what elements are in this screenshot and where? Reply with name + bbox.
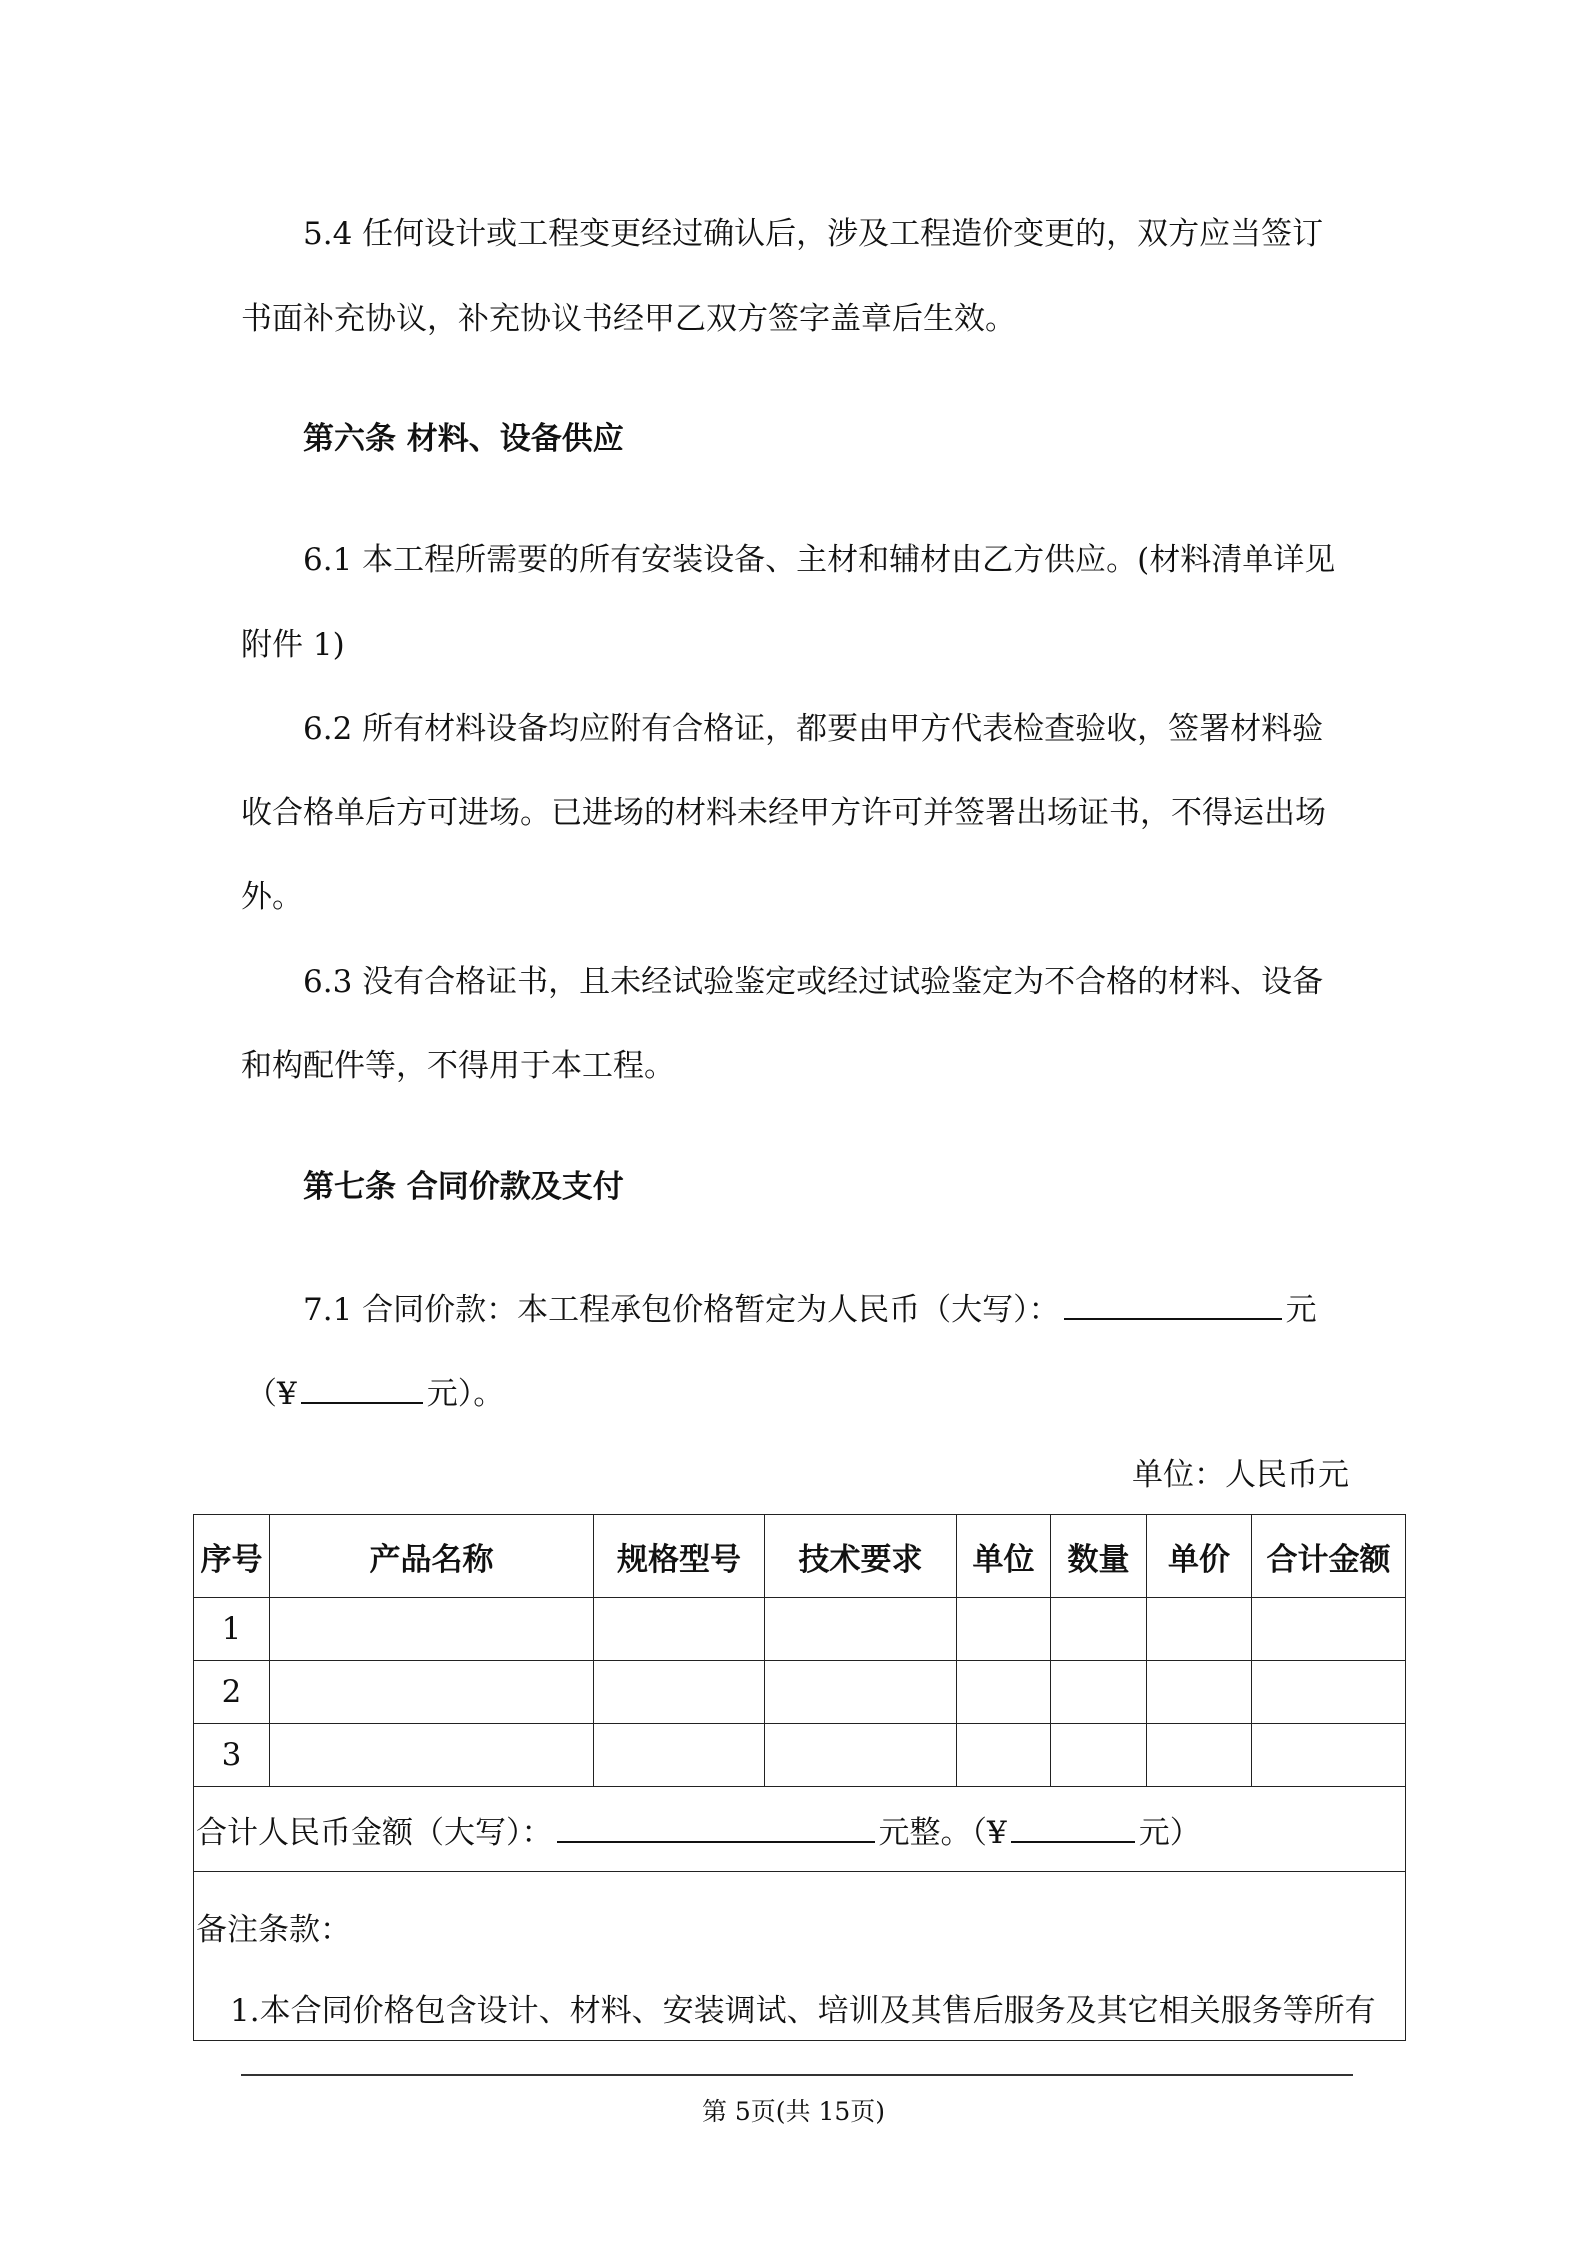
clause-6-1-line-1: 6.1 本工程所需要的所有安装设备、主材和辅材由乙方供应。(材料清单详见 xyxy=(303,542,1336,578)
article-7-heading: 第七条 合同价款及支付 xyxy=(303,1169,624,1205)
clause-7-1-unit: 元 xyxy=(1285,1292,1317,1328)
row-index: 1 xyxy=(194,1598,270,1661)
col-header-total-amount: 合计金额 xyxy=(1252,1515,1406,1598)
sum-figure-blank[interactable] xyxy=(1011,1811,1135,1843)
cell-unit-price[interactable] xyxy=(1147,1661,1252,1724)
cell-total-amount[interactable] xyxy=(1252,1598,1406,1661)
clause-6-3-line-2: 和构配件等，不得用于本工程。 xyxy=(241,1048,675,1084)
cell-unit-price[interactable] xyxy=(1147,1724,1252,1787)
row-index: 2 xyxy=(194,1661,270,1724)
cell-product-name[interactable] xyxy=(270,1598,594,1661)
cell-spec-model[interactable] xyxy=(594,1724,765,1787)
clause-6-3-line-1: 6.3 没有合格证书，且未经试验鉴定或经过试验鉴定为不合格的材料、设备 xyxy=(303,964,1324,1000)
col-header-unit: 单位 xyxy=(957,1515,1051,1598)
sum-suffix: 元） xyxy=(1138,1814,1201,1851)
cell-total-amount[interactable] xyxy=(1252,1661,1406,1724)
cell-unit[interactable] xyxy=(957,1598,1051,1661)
col-header-unit-price: 单价 xyxy=(1147,1515,1252,1598)
note-line-1: 1.本合同价格包含设计、材料、安装调试、培训及其售后服务及其它相关服务等所有 xyxy=(230,1993,1376,2029)
clause-6-1-line-2: 附件 1) xyxy=(241,627,345,663)
clause-5-4-line-2: 书面补充协议，补充协议书经甲乙双方签字盖章后生效。 xyxy=(241,301,1016,337)
clause-5-4-line-1: 5.4 任何设计或工程变更经过确认后，涉及工程造价变更的，双方应当签订 xyxy=(303,216,1324,252)
table-header-row xyxy=(194,1515,1406,1598)
sum-cell xyxy=(194,1787,1406,1872)
cell-tech-requirements[interactable] xyxy=(765,1661,957,1724)
article-6-heading: 第六条 材料、设备供应 xyxy=(303,421,624,457)
clause-7-1-text: 7.1 合同价款：本工程承包价格暂定为人民币（大写）： xyxy=(303,1292,1060,1328)
col-header-product-name: 产品名称 xyxy=(270,1515,594,1598)
row-index: 3 xyxy=(194,1724,270,1787)
col-header-spec-model: 规格型号 xyxy=(594,1515,765,1598)
price-table xyxy=(193,1514,1406,2041)
cell-spec-model[interactable] xyxy=(594,1598,765,1661)
clause-7-1-line-2-suffix: 元）。 xyxy=(426,1376,505,1412)
clause-6-2-line-3: 外。 xyxy=(241,879,303,915)
cell-product-name[interactable] xyxy=(270,1724,594,1787)
unit-label: 单位：人民币元 xyxy=(1132,1457,1349,1493)
note-row xyxy=(194,1872,1406,2041)
cell-product-name[interactable] xyxy=(270,1661,594,1724)
clause-6-2-line-1: 6.2 所有材料设备均应附有合格证，都要由甲方代表检查验收，签署材料验 xyxy=(303,711,1324,747)
amount-words-blank[interactable] xyxy=(1064,1288,1282,1320)
yuan-symbol-prefix: （¥ xyxy=(246,1376,297,1412)
note-title: 备注条款： xyxy=(196,1912,351,1948)
col-header-quantity: 数量 xyxy=(1051,1515,1147,1598)
col-header-tech-requirements: 技术要求 xyxy=(765,1515,957,1598)
sum-words-blank[interactable] xyxy=(557,1811,875,1843)
sum-middle-text: 元整。（¥ xyxy=(878,1814,1007,1851)
note-cell xyxy=(194,1872,1406,2041)
sum-label: 合计人民币金额（大写）： xyxy=(196,1814,553,1851)
cell-unit[interactable] xyxy=(957,1661,1051,1724)
sum-row xyxy=(194,1787,1406,1872)
col-header-index: 序号 xyxy=(194,1515,270,1598)
footer-divider xyxy=(241,2074,1353,2076)
page-number: 第 5页(共 15页) xyxy=(701,2097,886,2126)
cell-tech-requirements[interactable] xyxy=(765,1598,957,1661)
table-row xyxy=(194,1598,1406,1661)
cell-total-amount[interactable] xyxy=(1252,1724,1406,1787)
cell-unit-price[interactable] xyxy=(1147,1598,1252,1661)
cell-quantity[interactable] xyxy=(1051,1724,1147,1787)
clause-7-1-line-2 xyxy=(246,1372,504,1414)
cell-unit[interactable] xyxy=(957,1724,1051,1787)
cell-spec-model[interactable] xyxy=(594,1661,765,1724)
cell-tech-requirements[interactable] xyxy=(765,1724,957,1787)
cell-quantity[interactable] xyxy=(1051,1598,1147,1661)
table-row xyxy=(194,1661,1406,1724)
amount-figure-blank[interactable] xyxy=(301,1372,423,1404)
clause-7-1-line-1 xyxy=(303,1288,1317,1330)
clause-6-2-line-2: 收合格单后方可进场。已进场的材料未经甲方许可并签署出场证书，不得运出场 xyxy=(241,795,1326,831)
cell-quantity[interactable] xyxy=(1051,1661,1147,1724)
table-row xyxy=(194,1724,1406,1787)
